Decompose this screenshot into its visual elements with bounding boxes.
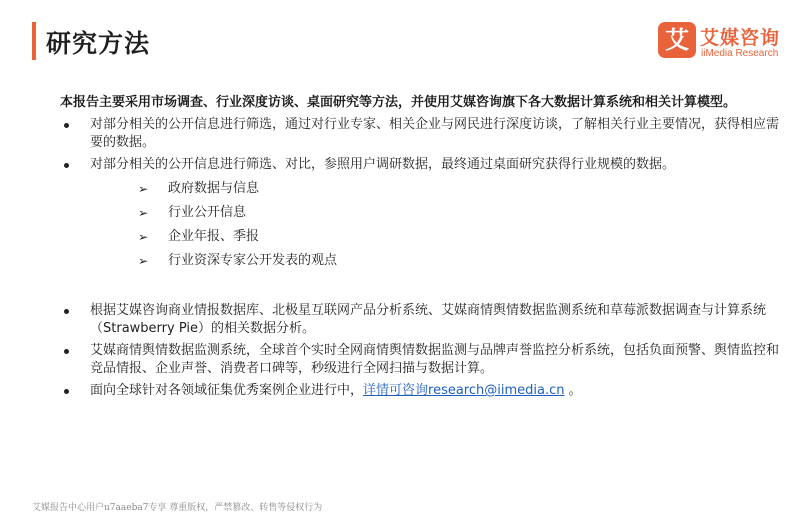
intro-paragraph: 本报告主要采用市场调查、行业深度访谈、桌面研究等方法，并使用艾媒咨询旗下各大数据计算系统和相关计算模型。 [60,95,737,110]
arrow-right-icon: ➢ [138,182,149,196]
title-accent-bar [32,22,36,60]
contact-email-link[interactable]: 详情可咨询research@iimedia.cn [363,383,565,398]
bullet-dot-icon [64,163,69,168]
arrow-right-icon: ➢ [138,206,149,220]
list-item-text: 对部分相关的公开信息进行筛选、对比，参照用户调研数据，最终通过桌面研究获得行业规模的数据。 [90,157,676,172]
section-spacer [60,270,780,298]
bullet-dot-icon [64,389,69,394]
method-content [60,94,780,400]
bullet-dot-icon [64,309,69,314]
list-item-text: 艾媒商情舆情数据监测系统，全球首个实时全网商情舆情数据监测与品牌声誉监控分析系统，包括负面预警、舆情监控和竞品情报、企业声誉、消费者口碑等，秒级进行全网扫描与数据计算。 [90,343,780,376]
iimedia-logo [658,22,790,62]
logo-mark [658,22,696,58]
sub-list-item-text: 企业年报、季报 [168,229,260,244]
bullet-dot-icon [64,123,69,128]
list-item [60,342,780,378]
list-item [60,116,780,152]
sub-list-item [138,252,780,270]
sub-list-item [138,228,780,246]
sub-list-item-text: 政府数据与信息 [168,181,260,196]
list-item-suffix: 。 [564,383,582,398]
bullet-dot-icon [64,349,69,354]
sub-list-item-text: 行业公开信息 [168,205,247,220]
sub-list-item-text: 行业资深专家公开发表的观点 [168,253,338,268]
list-item [60,302,780,338]
arrow-right-icon: ➢ [138,254,149,268]
sub-list-item [138,180,780,198]
page-title: 研究方法 [46,29,151,58]
sub-list [138,180,780,270]
logo-name-en: iiMedia Research [701,48,779,59]
sub-list-item [138,204,780,222]
list-item-text: 面向全球针对各领域征集优秀案例企业进行中， [90,383,364,398]
arrow-right-icon: ➢ [138,230,149,244]
copyright-footer: 艾媒报告中心用户u7aaeba7专享 尊重版权，严禁篡改、转售等侵权行为 [32,503,323,513]
list-item-text: 根据艾媒咨询商业情报数据库、北极星互联网产品分析系统、艾媒商情舆情数据监测系统和草莓派数据调查与计算系统（Strawberry Pie）的相关数据分析。 [90,303,767,336]
list-item [60,382,780,400]
list-item [60,156,780,174]
list-item-text: 对部分相关的公开信息进行筛选，通过对行业专家、相关企业与网民进行深度访谈，了解相关行业主要情况，获得相应需要的数据。 [90,117,780,150]
logo-name-cn: 艾媒咨询 [700,27,781,49]
logo-mark-glyph: 艾 [665,26,689,54]
